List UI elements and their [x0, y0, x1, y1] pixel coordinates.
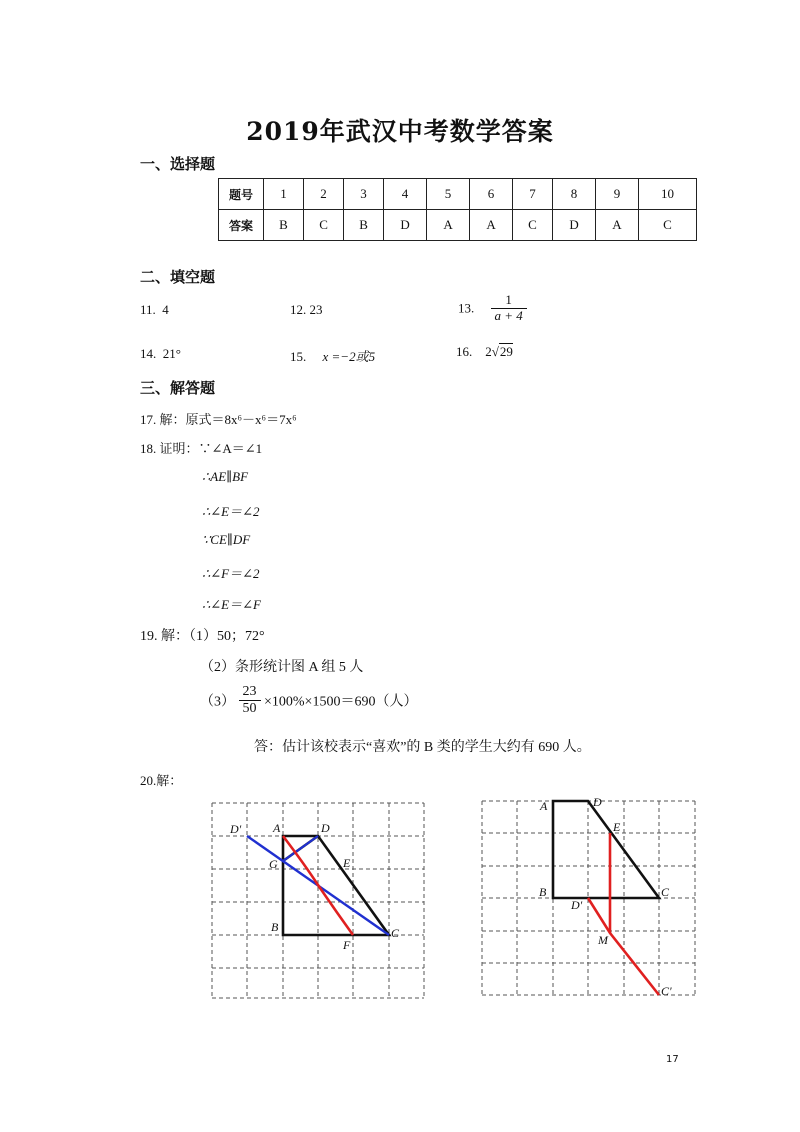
fraction-denominator: 50	[242, 701, 257, 717]
answer-value: 23	[309, 302, 323, 317]
answer-coefficient: 2	[485, 344, 492, 359]
page-title: 2019年武汉中考数学答案	[246, 117, 554, 146]
table-cell-answer: A	[470, 210, 513, 241]
section-fill-heading: 二、填空题	[140, 268, 216, 286]
q20-heading: 20.解：	[140, 773, 183, 788]
table-cell-number: 8	[553, 179, 596, 210]
q18-head: 18. 证明：∵∠A＝∠1	[140, 441, 263, 456]
trapezoid-abcd	[553, 801, 659, 898]
q19-part3	[200, 684, 417, 717]
table-cell-number: 1	[264, 179, 304, 210]
table-cell-answer: D	[553, 210, 596, 241]
table-cell-answer: C	[304, 210, 344, 241]
part-label: （3）	[200, 694, 235, 710]
fraction-numerator: 1	[491, 293, 527, 309]
fill-answer-16	[456, 344, 513, 360]
answer-value: 4	[162, 302, 169, 317]
question-number: 13.	[458, 300, 475, 316]
table-header-number: 题号	[219, 179, 264, 210]
table-cell-number: 2	[304, 179, 344, 210]
fraction	[239, 684, 261, 717]
point-label: C	[661, 885, 670, 899]
table-cell-answer: B	[344, 210, 384, 241]
point-label: D'	[230, 822, 242, 836]
figure-left-grid	[205, 795, 430, 1005]
answer-fraction	[491, 293, 527, 324]
table-cell-answer: C	[513, 210, 553, 241]
point-label: B	[539, 885, 547, 899]
table-cell-number: 9	[596, 179, 639, 210]
q19-part1: 19. 解：（1）50；72°	[140, 629, 265, 644]
page-number: 17	[666, 1054, 679, 1065]
q18-step: ∴∠E＝∠F	[202, 597, 261, 612]
table-cell-answer: A	[596, 210, 639, 241]
q19-part2: （2）条形统计图 A 组 5 人	[200, 660, 364, 675]
fill-answer-13	[458, 293, 527, 324]
sqrt-symbol-icon: √	[491, 344, 499, 359]
table-cell-number: 4	[384, 179, 427, 210]
fraction-numerator: 23	[239, 684, 261, 701]
table-cell-number: 3	[344, 179, 384, 210]
answer-value: x =−2或5	[322, 349, 376, 364]
point-label: E	[343, 856, 351, 870]
blue-segment	[283, 836, 318, 861]
fill-answer-15	[290, 346, 375, 365]
q18-step: ∵CE∥DF	[202, 532, 251, 547]
point-label: A	[540, 799, 548, 813]
choice-answer-table	[218, 178, 697, 241]
point-label: B	[271, 920, 279, 934]
point-label: E	[613, 820, 621, 834]
fraction-denominator: a + 4	[494, 307, 523, 323]
table-cell-answer: D	[384, 210, 427, 241]
table-header-answer: 答案	[219, 210, 264, 241]
table-cell-answer: A	[427, 210, 470, 241]
question-number: 15.	[290, 349, 307, 364]
q19-answer: 答：估计该校表示“喜欢”的 B 类的学生大约有 690 人。	[254, 740, 591, 755]
point-label: M	[598, 933, 608, 947]
section-solve-heading: 三、解答题	[140, 379, 216, 397]
section-choice-heading: 一、选择题	[140, 155, 216, 173]
question-number: 16.	[456, 344, 473, 359]
answer-radicand: 29	[499, 344, 513, 359]
point-label: F	[343, 938, 351, 952]
point-label: A	[273, 821, 281, 835]
table-cell-answer: B	[264, 210, 304, 241]
table-cell-number: 7	[513, 179, 553, 210]
fill-answer-14	[140, 346, 181, 362]
table-row-numbers	[219, 179, 697, 210]
point-label: C'	[661, 984, 672, 998]
point-label: C	[391, 926, 400, 940]
expression: ×100%×1500＝690（人）	[264, 694, 418, 710]
question-number: 14.	[140, 346, 157, 361]
table-cell-number: 5	[427, 179, 470, 210]
question-number: 11.	[140, 302, 156, 317]
point-label: D	[321, 821, 330, 835]
figure-right-grid	[475, 795, 700, 1005]
table-cell-number: 10	[638, 179, 696, 210]
table-row-answers	[219, 210, 697, 241]
question-number: 12.	[290, 302, 307, 317]
fill-answer-11	[140, 302, 169, 318]
q18-step: ∴∠E＝∠2	[202, 504, 260, 519]
q18-step: ∴∠F＝∠2	[202, 566, 260, 581]
fill-answer-12	[290, 302, 323, 318]
table-cell-answer: C	[638, 210, 696, 241]
answer-value: 21°	[162, 346, 181, 361]
q18-step: ∴AE∥BF	[202, 469, 249, 484]
point-label: D'	[571, 898, 583, 912]
point-label: G	[269, 857, 278, 871]
point-label: D	[593, 795, 602, 809]
q17-solution: 17. 解：原式＝8x⁶－x⁶＝7x⁶	[140, 412, 297, 427]
table-cell-number: 6	[470, 179, 513, 210]
grid-lines	[212, 803, 424, 998]
red-line	[283, 836, 353, 935]
